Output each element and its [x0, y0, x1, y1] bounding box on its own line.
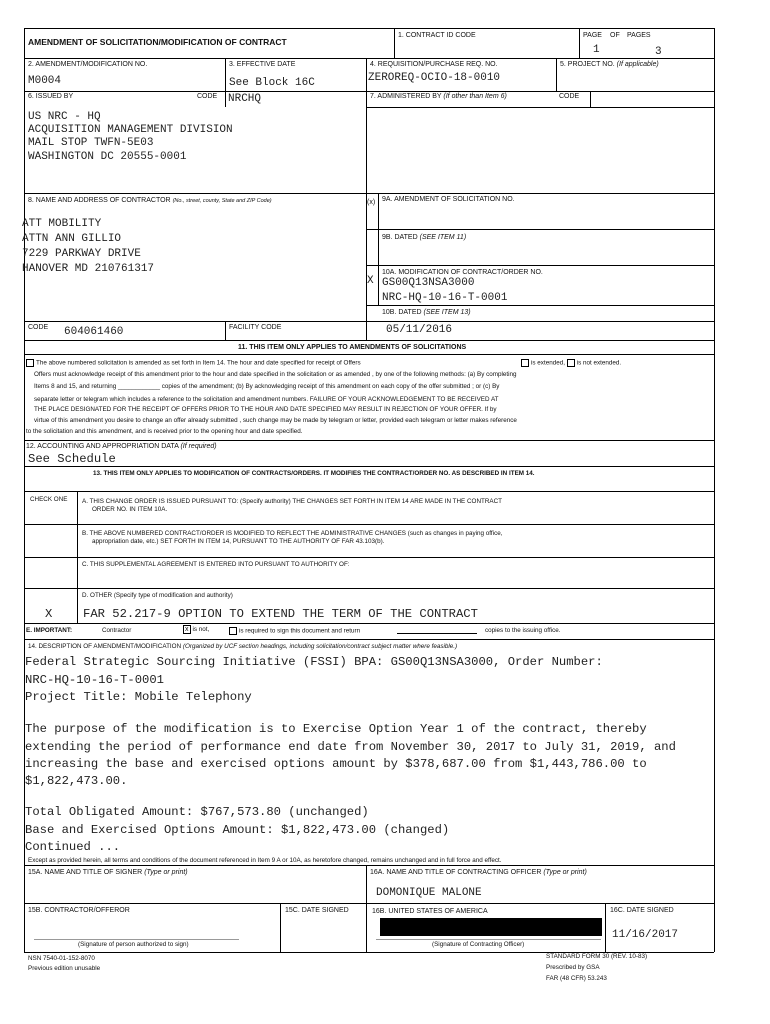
- date-signed-16c-label: 16C. DATE SIGNED: [610, 907, 674, 914]
- item14-line: Continued ...: [25, 840, 121, 854]
- item11-line: Offers must acknowledge receipt of this amendment prior to the hour and date specified in the solicitation or as amended , by one of the following methods: (a) By completing: [34, 371, 517, 378]
- standard-form-text: STANDARD FORM 30 (REV. 10-83): [546, 953, 648, 960]
- item13-a: A. THIS CHANGE ORDER IS ISSUED PURSUANT TO: (Specify authority) THE CHANGES SET FORTH IN ITEM 14 ARE MADE IN THE CONTRACT: [82, 498, 502, 505]
- item14-line: increasing the base and exercised options amount by $378,687.00 from $1,443,786.00 to: [25, 757, 647, 771]
- item13-d-mark: X: [45, 607, 53, 621]
- mod-contract-label: 10A. MODIFICATION OF CONTRACT/ORDER NO.: [382, 269, 543, 276]
- rule: [24, 865, 714, 866]
- item13-b: appropriation date, etc.) SET FORTH IN ITEM 14, PURSUANT TO THE AUTHORITY OF FAR 43.103(b).: [92, 538, 385, 545]
- rule: [366, 265, 714, 266]
- rule: [378, 193, 379, 305]
- rule: [366, 865, 367, 952]
- officer-name-value: DOMONIQUE MALONE: [376, 887, 482, 899]
- rule: [24, 321, 714, 322]
- mod-contract-value: GS00Q13NSA3000: [382, 277, 475, 289]
- item14-line: The purpose of the modification is to Exercise Option Year 1 of the contract, thereby: [25, 722, 647, 736]
- pages-label: PAGES: [627, 32, 651, 39]
- item14-line: $1,822,473.00.: [25, 774, 128, 788]
- signature-line: [376, 939, 601, 940]
- is-required-option: is required to sign this document and return: [229, 627, 360, 636]
- contractor-line: ATT MOBILITY: [22, 218, 102, 230]
- issuer-line: US NRC - HQ: [28, 111, 101, 123]
- issuer-line: MAIL STOP TWFN-5E03: [28, 137, 154, 149]
- item11-line: virtue of this amendment you desire to change an offer already submitted , such change may be made by telegram or letter, provided each telegram or letter makes reference: [34, 417, 517, 424]
- far-text: FAR (48 CFR) 53.243: [546, 975, 607, 982]
- signer-name-label: 15A. NAME AND TITLE OF SIGNER (Type or print): [28, 869, 188, 876]
- item14-label: 14. DESCRIPTION OF AMENDMENT/MODIFICATION (Organized by UCF section headings, including solicitation/contract subject matter where feasible.): [28, 643, 458, 650]
- rule: [24, 354, 714, 355]
- rule: [77, 491, 78, 623]
- item11-line: THE PLACE DESIGNATED FOR THE RECEIPT OF OFFERS PRIOR TO THE HOUR AND DATE SPECIFIED MAY RESULT IN REJECTION OF YOUR OFFER. If by: [34, 406, 497, 413]
- checkbox: [26, 359, 34, 367]
- officer-name-label: 16A. NAME AND TITLE OF CONTRACTING OFFICER (Type or print): [370, 869, 587, 876]
- rule: [280, 903, 281, 952]
- rule: [225, 91, 226, 107]
- issuer-line: ACQUISITION MANAGEMENT DIVISION: [28, 124, 233, 136]
- check-one-label: CHECK ONE: [30, 496, 68, 503]
- accounting-value: See Schedule: [28, 452, 116, 466]
- x-column-header: (x): [367, 199, 376, 206]
- contractor-line: ATTN ANN GILLIO: [22, 233, 122, 245]
- item14-line: Federal Strategic Sourcing Initiative (FSSI) BPA: GS00Q13NSA3000, Order Number:: [25, 655, 603, 669]
- contractor-word: Contractor: [102, 627, 132, 634]
- admin-label: 7. ADMINISTERED BY (If other than Item 6): [370, 93, 507, 100]
- eff-date-value: See Block 16C: [229, 77, 315, 89]
- terms-note: Except as provided herein, all terms and conditions of the document referenced in Item 9 A or 10A, as heretofore changed, remains unchanged and in full force and effect.: [28, 857, 502, 864]
- usa-label: 16B. UNITED STATES OF AMERICA: [372, 908, 488, 915]
- checkbox: [229, 627, 237, 635]
- item14-line: Total Obligated Amount: $767,573.80 (unchanged): [25, 805, 369, 819]
- req-no-value: ZEROREQ-OCIO-18-0010: [368, 72, 501, 84]
- item13-title: 13. THIS ITEM ONLY APPLIES TO MODIFICATION OF CONTRACTS/ORDERS. IT MODIFIES THE CONTRACT/ORDER NO. AS DESCRIBED IN ITEM 14.: [93, 470, 535, 477]
- prescribed-text: Prescribed by GSA: [546, 964, 600, 971]
- date-signed-15c-label: 15C. DATE SIGNED: [285, 907, 349, 914]
- rule: [225, 321, 226, 340]
- rule: [590, 91, 591, 107]
- item13-d: D. OTHER (Specify type of modification and authority): [82, 592, 233, 599]
- extended-option: is extended, is not extended.: [521, 359, 621, 368]
- checkbox: [567, 359, 575, 367]
- facility-code-label: FACILITY CODE: [229, 324, 282, 331]
- previous-edition-text: Previous edition unusable: [28, 965, 101, 972]
- rule: [24, 91, 714, 92]
- item11-line: Items 8 and 15, and returning ____________ copies of the amendment; (b) By acknowledging receipt of this amendment on each copy of the offer submitted ; or (c) By: [34, 383, 500, 390]
- contractor-code-value: 604061460: [64, 326, 124, 338]
- rule: [605, 903, 606, 952]
- rule: [394, 28, 395, 58]
- amend-solicitation-label: 9A. AMENDMENT OF SOLICITATION NO.: [382, 196, 515, 203]
- rule: [24, 524, 714, 525]
- accounting-label: 12. ACCOUNTING AND APPROPRIATION DATA (If required): [26, 443, 217, 450]
- sig-officer-caption: (Signature of Contracting Officer): [432, 941, 525, 948]
- copies-text: copies to the issuing office.: [485, 627, 561, 634]
- rule: [366, 229, 714, 230]
- sig-person-caption: (Signature of person authorized to sign): [78, 941, 189, 948]
- req-no-label: 4. REQUISITION/PURCHASE REQ. NO.: [370, 61, 498, 68]
- nsn-text: NSN 7540-01-152-8070: [28, 955, 95, 962]
- item14-line: Base and Exercised Options Amount: $1,822,473.00 (changed): [25, 823, 450, 837]
- rule: [24, 491, 714, 492]
- item14-line: Project Title: Mobile Telephony: [25, 690, 252, 704]
- rule: [714, 28, 715, 952]
- rule: [24, 903, 714, 904]
- item13-a: ORDER NO. IN ITEM 10A.: [92, 506, 168, 513]
- copies-blank: [397, 633, 477, 634]
- dated-10b-label: 10B. DATED (SEE ITEM 13): [382, 309, 471, 316]
- important-label: E. IMPORTANT:: [26, 627, 73, 634]
- item11-line: The above numbered solicitation is amended as set forth in Item 14. The hour and date specified for receipt of Offers: [26, 359, 361, 368]
- amend-no-label: 2. AMENDMENT/MODIFICATION NO.: [28, 61, 148, 68]
- contract-id-label: 1. CONTRACT ID CODE: [398, 32, 476, 39]
- rule: [24, 588, 714, 589]
- item13-d-value: FAR 52.217-9 OPTION TO EXTEND THE TERM OF THE CONTRACT: [83, 607, 478, 621]
- rule: [556, 58, 557, 91]
- mod-x-mark: X: [367, 275, 374, 287]
- issuer-code-value: NRCHQ: [228, 93, 262, 105]
- rule: [24, 193, 714, 194]
- amend-no-value: M0004: [28, 75, 62, 87]
- contractor-line: 7229 PARKWAY DRIVE: [22, 248, 141, 260]
- rule: [579, 28, 580, 58]
- form-title: AMENDMENT OF SOLICITATION/MODIFICATION OF CONTRACT: [28, 37, 287, 47]
- item11-line: separate letter or telegram which includes a reference to the solicitation and amendment numbers. FAILURE OF YOUR ACKNOWLEDGEMENT TO BE RECEIVED AT: [34, 396, 499, 403]
- contractor-label: 8. NAME AND ADDRESS OF CONTRACTOR (No., street, county, State and ZIP Code): [28, 197, 272, 204]
- checkbox: [521, 359, 529, 367]
- rule: [24, 28, 714, 29]
- rule: [24, 557, 714, 558]
- is-not-option: x is not,: [185, 626, 210, 633]
- of-label: OF: [610, 32, 620, 39]
- rule: [24, 440, 714, 441]
- contractor-code-label: CODE: [28, 324, 49, 331]
- dated-9b-label: 9B. DATED (SEE ITEM 11): [382, 234, 467, 241]
- rule: [366, 107, 714, 108]
- rule: [24, 639, 714, 640]
- rule: [366, 305, 714, 306]
- page-label: PAGE: [583, 32, 602, 39]
- dated-10b-value: 05/11/2016: [386, 324, 453, 336]
- mod-contract-value: NRC-HQ-10-16-T-0001: [382, 292, 508, 304]
- rule: [24, 623, 714, 624]
- rule: [24, 466, 714, 467]
- item13-b: B. THE ABOVE NUMBERED CONTRACT/ORDER IS MODIFIED TO REFLECT THE ADMINISTRATIVE CHANGES (such as changes in paying office,: [82, 530, 503, 537]
- contractor-line: HANOVER MD 210761317: [22, 263, 155, 275]
- redacted-signature: [380, 918, 602, 936]
- issuer-line: WASHINGTON DC 20555-0001: [28, 151, 187, 163]
- item11-line: to the solicitation and this amendment, and is received prior to the opening hour and date specified.: [26, 428, 303, 435]
- contractor-offeror-label: 15B. CONTRACTOR/OFFEROR: [28, 907, 130, 914]
- signature-line: [34, 939, 239, 940]
- item14-line: NRC-HQ-10-16-T-0001: [25, 673, 164, 687]
- page-number: 1: [593, 44, 600, 56]
- eff-date-label: 3. EFFECTIVE DATE: [229, 61, 296, 68]
- issued-by-label: 6. ISSUED BY: [28, 93, 74, 100]
- rule: [24, 340, 714, 341]
- item13-c: C. THIS SUPPLEMENTAL AGREEMENT IS ENTERED INTO PURSUANT TO AUTHORITY OF:: [82, 561, 350, 568]
- date-signed-16c-value: 11/16/2017: [612, 929, 679, 941]
- admin-code-label: CODE: [559, 93, 580, 100]
- item14-line: extending the period of performance end date from November 30, 2017 to July 31, 2019, and: [25, 740, 676, 754]
- item11-title: 11. THIS ITEM ONLY APPLIES TO AMENDMENTS OF SOLICITATIONS: [238, 344, 467, 351]
- project-label: 5. PROJECT NO. (If applicable): [560, 61, 659, 68]
- rule: [24, 58, 714, 59]
- issuer-code-label: CODE: [197, 93, 218, 100]
- page-count: 3: [655, 46, 662, 58]
